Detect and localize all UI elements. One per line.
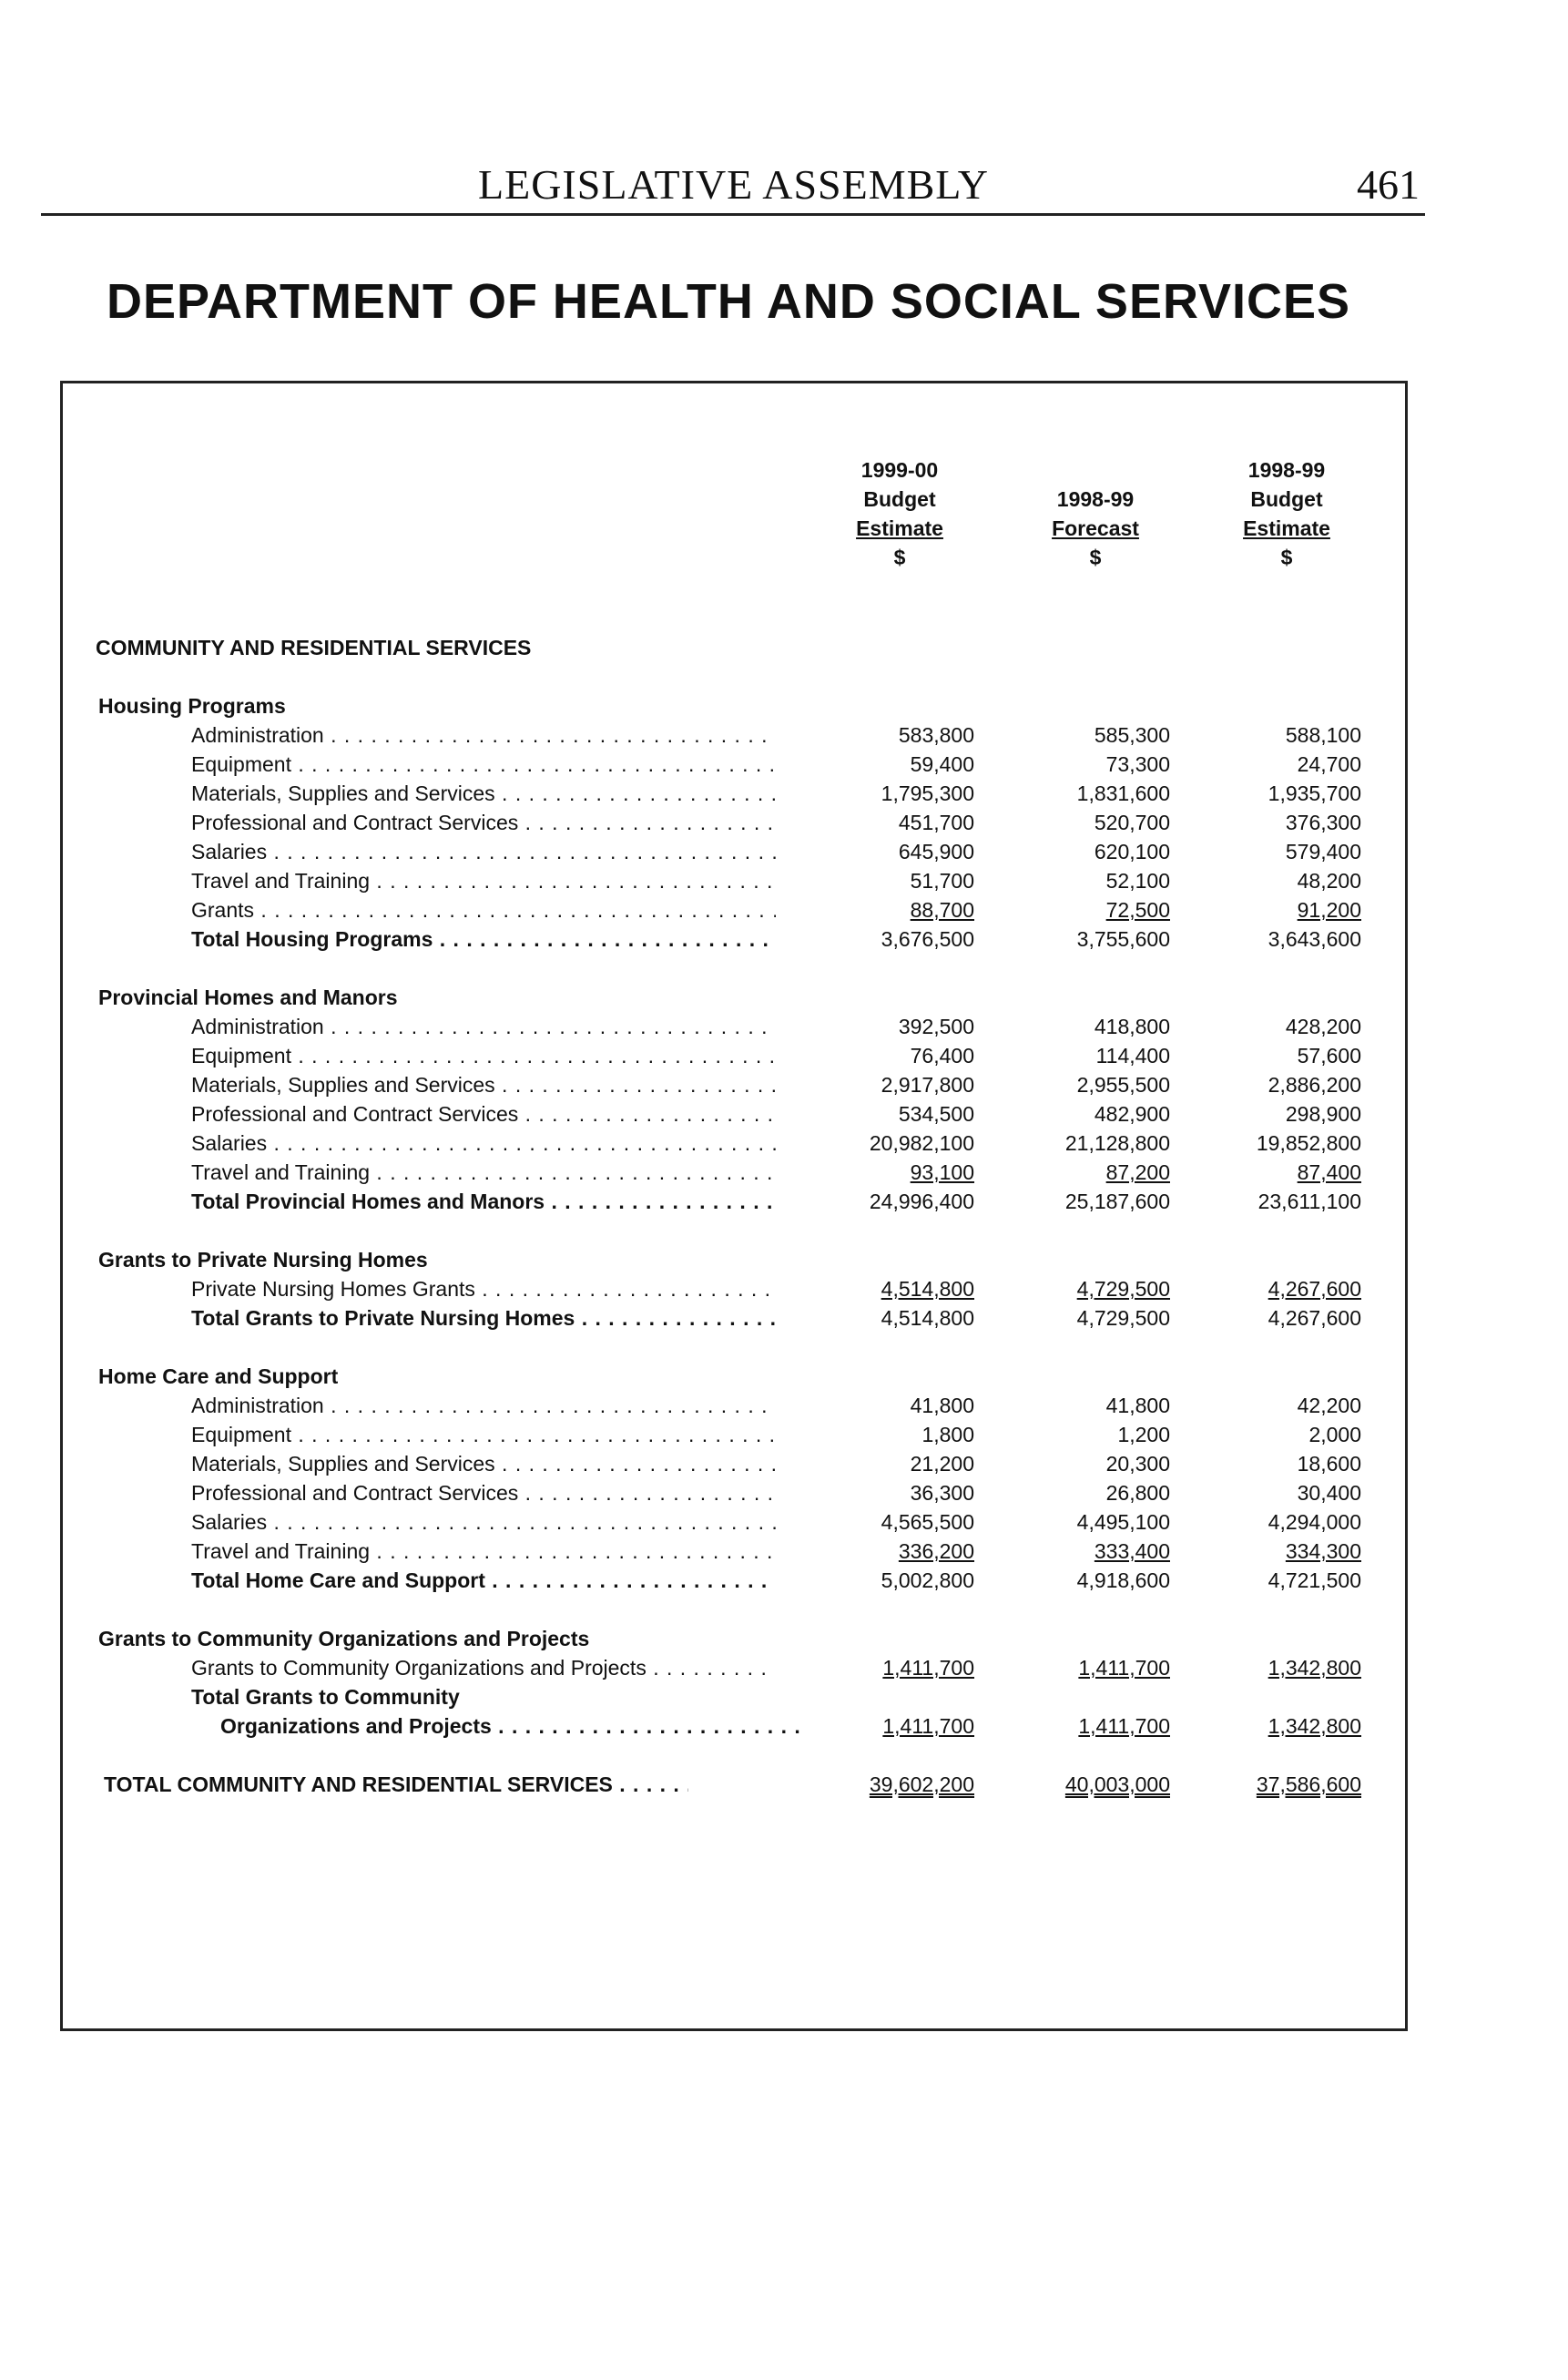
row-value: 37,586,600 bbox=[1256, 1772, 1361, 1796]
row-value: 3,676,500 bbox=[881, 927, 974, 951]
row-value: 3,755,600 bbox=[1076, 927, 1170, 951]
table-row bbox=[0, 1073, 1568, 1102]
row-label: Total Grants to Community bbox=[191, 1685, 460, 1709]
row-value: 1,411,700 bbox=[882, 1656, 974, 1680]
table-row bbox=[0, 898, 1568, 927]
row-value: 87,200 bbox=[1105, 1160, 1170, 1184]
row-value: 1,831,600 bbox=[1076, 781, 1170, 805]
group-header-row bbox=[0, 1248, 1568, 1277]
running-head bbox=[41, 155, 1425, 216]
group-header-row bbox=[0, 1627, 1568, 1656]
row-value: 428,200 bbox=[1285, 1015, 1361, 1038]
row-value: 588,100 bbox=[1285, 723, 1361, 747]
row-value: 21,128,800 bbox=[1064, 1131, 1170, 1155]
row-value: 534,500 bbox=[898, 1102, 974, 1126]
table-row bbox=[0, 840, 1568, 869]
total-row bbox=[0, 1714, 1568, 1743]
row-value: 52,100 bbox=[1105, 869, 1170, 893]
row-label: Total Grants to Private Nursing Homes . . . bbox=[191, 1306, 776, 1331]
table-row bbox=[0, 1656, 1568, 1685]
row-value: 1,200 bbox=[1117, 1423, 1170, 1446]
row-value: 4,267,600 bbox=[1268, 1277, 1361, 1301]
table-row bbox=[0, 1131, 1568, 1160]
row-label: Administration . . . bbox=[191, 723, 776, 748]
table-row bbox=[0, 752, 1568, 781]
row-label: Salaries . . . bbox=[191, 840, 776, 864]
row-label: Equipment . . . bbox=[191, 1423, 776, 1447]
row-value: 5,002,800 bbox=[881, 1568, 974, 1592]
row-label: Private Nursing Homes Grants . . . bbox=[191, 1277, 776, 1302]
column-header-line: Budget bbox=[863, 487, 936, 511]
row-value: 73,300 bbox=[1105, 752, 1170, 776]
table-row bbox=[0, 1481, 1568, 1510]
row-label: Equipment . . . bbox=[191, 1044, 776, 1068]
row-label: Equipment . . . bbox=[191, 752, 776, 777]
row-label: Salaries . . . bbox=[191, 1131, 776, 1156]
row-value: 30,400 bbox=[1297, 1481, 1361, 1505]
row-value: 298,900 bbox=[1285, 1102, 1361, 1126]
row-value: 4,514,800 bbox=[881, 1277, 974, 1301]
row-label: Provincial Homes and Manors bbox=[98, 986, 398, 1009]
row-value: 4,918,600 bbox=[1076, 1568, 1170, 1592]
row-value: 88,700 bbox=[910, 898, 974, 922]
row-label: Grants to Community Organizations and Projects bbox=[98, 1627, 590, 1650]
column-header-line: $ bbox=[1280, 546, 1293, 569]
row-value: 1,342,800 bbox=[1268, 1714, 1361, 1738]
row-label: Travel and Training . . . bbox=[191, 1160, 776, 1185]
table-row bbox=[0, 1102, 1568, 1131]
row-value: 583,800 bbox=[898, 723, 974, 747]
row-label: Travel and Training . . . bbox=[191, 1539, 776, 1564]
row-value: 1,411,700 bbox=[1078, 1656, 1170, 1680]
row-label: Organizations and Projects . . . bbox=[220, 1714, 805, 1739]
column-header-line: Estimate bbox=[856, 516, 943, 540]
row-value: 1,411,700 bbox=[1078, 1714, 1170, 1738]
grand-total-row bbox=[0, 1772, 1568, 1802]
row-value: 4,514,800 bbox=[881, 1306, 974, 1330]
row-label: Materials, Supplies and Services . . . bbox=[191, 781, 776, 806]
row-value: 18,600 bbox=[1297, 1452, 1361, 1476]
total-row bbox=[0, 1568, 1568, 1598]
row-value: 1,795,300 bbox=[881, 781, 974, 805]
row-value: 4,729,500 bbox=[1076, 1306, 1170, 1330]
row-label: Professional and Contract Services . . . bbox=[191, 811, 776, 835]
row-label: Salaries . . . bbox=[191, 1510, 776, 1535]
row-label: TOTAL COMMUNITY AND RESIDENTIAL SERVICES . . . bbox=[104, 1772, 688, 1797]
group-header-row bbox=[0, 986, 1568, 1015]
row-value: 41,800 bbox=[1105, 1394, 1170, 1417]
row-label: Materials, Supplies and Services . . . bbox=[191, 1073, 776, 1098]
row-value: 1,935,700 bbox=[1268, 781, 1361, 805]
table-row bbox=[0, 1510, 1568, 1539]
table-row bbox=[0, 1539, 1568, 1568]
row-value: 23,611,100 bbox=[1257, 1190, 1361, 1213]
row-value: 1,800 bbox=[921, 1423, 974, 1446]
row-value: 40,003,000 bbox=[1064, 1772, 1170, 1796]
column-header-line: Estimate bbox=[1243, 516, 1330, 540]
page-number: 461 bbox=[1357, 161, 1420, 208]
table-row bbox=[0, 723, 1568, 752]
column-header-budget-1998 bbox=[1168, 455, 1405, 572]
row-value: 334,300 bbox=[1285, 1539, 1361, 1563]
row-label: Administration . . . bbox=[191, 1394, 776, 1418]
column-header-line: 1999-00 bbox=[860, 458, 939, 482]
row-value: 579,400 bbox=[1285, 840, 1361, 863]
row-value: 392,500 bbox=[898, 1015, 974, 1038]
row-value: 114,400 bbox=[1095, 1044, 1170, 1067]
row-value: 4,267,600 bbox=[1268, 1306, 1361, 1330]
table-row bbox=[0, 869, 1568, 898]
total-row bbox=[0, 927, 1568, 956]
total-row bbox=[0, 1306, 1568, 1335]
row-value: 3,643,600 bbox=[1268, 927, 1361, 951]
row-value: 520,700 bbox=[1094, 811, 1170, 834]
row-value: 4,721,500 bbox=[1268, 1568, 1361, 1592]
row-value: 482,900 bbox=[1094, 1102, 1170, 1126]
row-value: 59,400 bbox=[910, 752, 974, 776]
total-row bbox=[0, 1685, 1568, 1714]
row-label: Total Home Care and Support . . . bbox=[191, 1568, 776, 1593]
row-value: 645,900 bbox=[898, 840, 974, 863]
row-value: 93,100 bbox=[910, 1160, 974, 1184]
row-label: Travel and Training . . . bbox=[191, 869, 776, 894]
column-header-line: $ bbox=[1089, 546, 1102, 569]
row-value: 4,495,100 bbox=[1076, 1510, 1170, 1534]
row-label: Materials, Supplies and Services . . . bbox=[191, 1452, 776, 1476]
row-value: 41,800 bbox=[910, 1394, 974, 1417]
row-label: Professional and Contract Services . . . bbox=[191, 1102, 776, 1127]
row-value: 72,500 bbox=[1105, 898, 1170, 922]
running-head-title: LEGISLATIVE ASSEMBLY bbox=[478, 161, 990, 208]
group-header-row bbox=[0, 1364, 1568, 1394]
row-value: 39,602,200 bbox=[869, 1772, 974, 1796]
row-value: 376,300 bbox=[1285, 811, 1361, 834]
row-value: 333,400 bbox=[1094, 1539, 1170, 1563]
row-value: 2,886,200 bbox=[1268, 1073, 1361, 1097]
row-value: 19,852,800 bbox=[1256, 1131, 1361, 1155]
row-value: 2,000 bbox=[1308, 1423, 1361, 1446]
row-label: Grants . . . bbox=[191, 898, 776, 923]
column-header-line: 1998-99 bbox=[1056, 487, 1135, 511]
row-value: 76,400 bbox=[910, 1044, 974, 1067]
row-value: 21,200 bbox=[910, 1452, 974, 1476]
row-value: 48,200 bbox=[1297, 869, 1361, 893]
row-value: 20,300 bbox=[1105, 1452, 1170, 1476]
table-row bbox=[0, 1452, 1568, 1481]
total-row bbox=[0, 1190, 1568, 1219]
row-value: 418,800 bbox=[1094, 1015, 1170, 1038]
row-value: 336,200 bbox=[898, 1539, 974, 1563]
row-value: 451,700 bbox=[898, 811, 974, 834]
table-row bbox=[0, 1044, 1568, 1073]
row-value: 4,294,000 bbox=[1268, 1510, 1361, 1534]
row-label: Housing Programs bbox=[98, 694, 286, 718]
row-label: Home Care and Support bbox=[98, 1364, 339, 1388]
department-title: DEPARTMENT OF HEALTH AND SOCIAL SERVICES bbox=[106, 274, 1351, 329]
column-header-line: $ bbox=[893, 546, 906, 569]
row-value: 4,565,500 bbox=[881, 1510, 974, 1534]
row-label: Total Housing Programs . . . bbox=[191, 927, 776, 952]
row-value: 57,600 bbox=[1297, 1044, 1361, 1067]
row-value: 620,100 bbox=[1094, 840, 1170, 863]
column-header-line: Forecast bbox=[1052, 516, 1139, 540]
column-header-line: Budget bbox=[1250, 487, 1323, 511]
row-label: Administration . . . bbox=[191, 1015, 776, 1039]
row-value: 26,800 bbox=[1105, 1481, 1170, 1505]
row-label: Professional and Contract Services . . . bbox=[191, 1481, 776, 1506]
group-header-row bbox=[0, 694, 1568, 723]
column-header-line: 1998-99 bbox=[1247, 458, 1326, 482]
row-value: 4,729,500 bbox=[1076, 1277, 1170, 1301]
section-title: COMMUNITY AND RESIDENTIAL SERVICES bbox=[96, 636, 532, 659]
row-value: 24,700 bbox=[1297, 752, 1361, 776]
row-value: 91,200 bbox=[1297, 898, 1361, 922]
row-label: Grants to Private Nursing Homes bbox=[98, 1248, 428, 1272]
row-value: 1,411,700 bbox=[882, 1714, 974, 1738]
row-value: 2,917,800 bbox=[881, 1073, 974, 1097]
row-value: 1,342,800 bbox=[1268, 1656, 1361, 1680]
row-value: 36,300 bbox=[910, 1481, 974, 1505]
row-value: 20,982,100 bbox=[869, 1131, 974, 1155]
table-row bbox=[0, 1160, 1568, 1190]
row-value: 2,955,500 bbox=[1076, 1073, 1170, 1097]
table-row bbox=[0, 781, 1568, 811]
table-row bbox=[0, 1394, 1568, 1423]
row-value: 585,300 bbox=[1094, 723, 1170, 747]
table-row bbox=[0, 811, 1568, 840]
row-value: 51,700 bbox=[910, 869, 974, 893]
row-value: 25,187,600 bbox=[1064, 1190, 1170, 1213]
row-value: 87,400 bbox=[1297, 1160, 1361, 1184]
table-row bbox=[0, 1277, 1568, 1306]
row-value: 24,996,400 bbox=[869, 1190, 974, 1213]
table-row bbox=[0, 1015, 1568, 1044]
table-row bbox=[0, 1423, 1568, 1452]
row-label: Grants to Community Organizations and Projects . . . bbox=[191, 1656, 776, 1680]
row-value: 42,200 bbox=[1297, 1394, 1361, 1417]
row-label: Total Provincial Homes and Manors . . . bbox=[191, 1190, 776, 1214]
